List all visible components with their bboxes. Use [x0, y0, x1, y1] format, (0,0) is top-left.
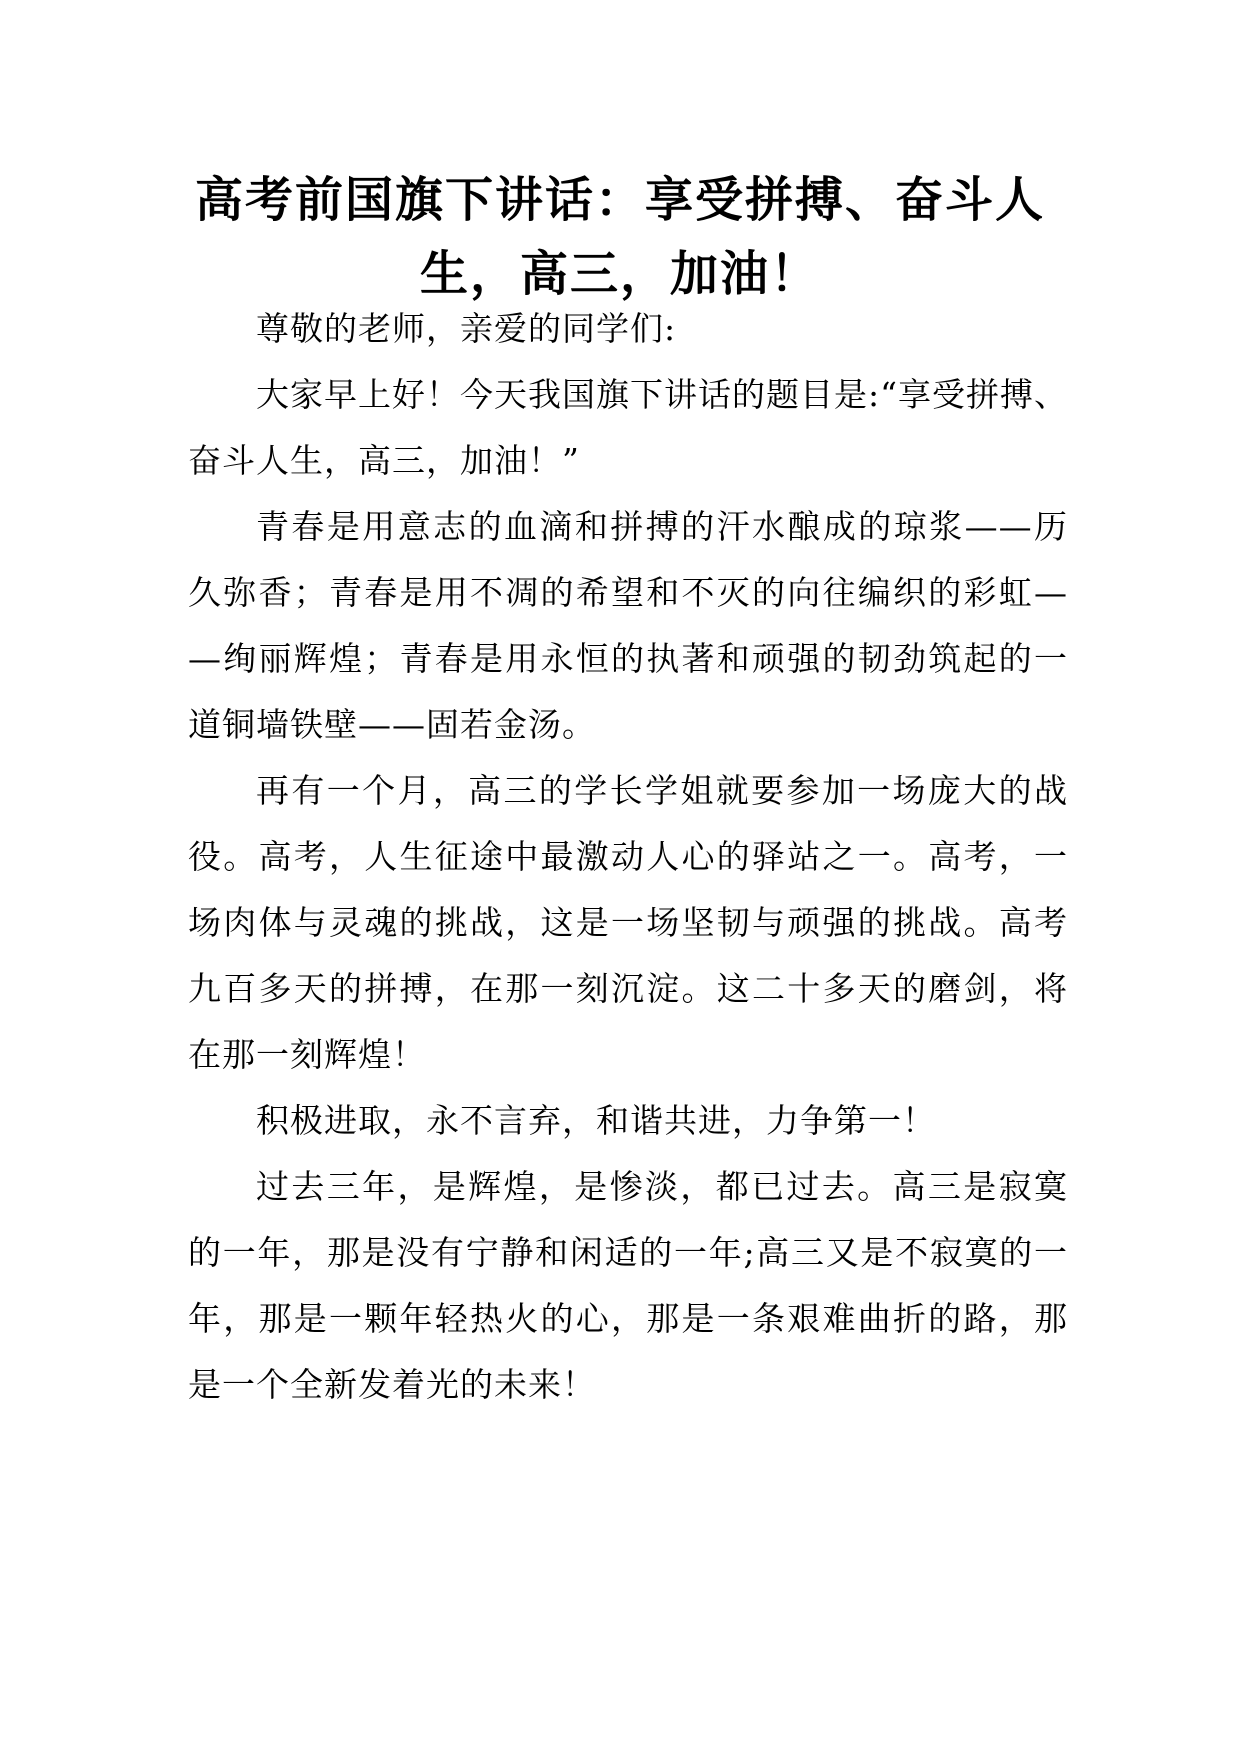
paragraph-line: 奋斗人生，高三，加油！”	[188, 441, 580, 480]
paragraph-line: 在那一刻辉煌！	[188, 1035, 426, 1074]
paragraph-line: 道铜墙铁壁——固若金汤。	[188, 705, 596, 744]
paragraph-line: 场肉体与灵魂的挑战，这是一场坚韧与顽强的挑战。高考	[188, 903, 1068, 942]
paragraph-line: 再有一个月，高三的学长学姐就要参加一场庞大的战	[256, 771, 1068, 810]
paragraph-line: 是一个全新发着光的未来！	[188, 1365, 596, 1404]
paragraph-line: 大家早上好！今天我国旗下讲话的题目是:“享受拼搏、	[256, 375, 1068, 414]
paragraph-line: 年，那是一颗年轻热火的心，那是一条艰难曲折的路，那	[188, 1299, 1068, 1338]
document-title-line-1: 高考前国旗下讲话：享受拼搏、奋斗人	[194, 172, 1045, 228]
paragraph-line: 过去三年，是辉煌，是惨淡，都已过去。高三是寂寞	[256, 1167, 1068, 1206]
paragraph-line: 青春是用意志的血滴和拼搏的汗水酿成的琼浆——历	[256, 507, 1068, 546]
paragraph-line: 久弥香；青春是用不凋的希望和不灭的向往编织的彩虹—	[188, 573, 1068, 612]
paragraph-line: 九百多天的拼搏，在那一刻沉淀。这二十多天的磨剑，将	[188, 969, 1068, 1008]
paragraph-line: 积极进取，永不言弃，和谐共进，力争第一！	[256, 1101, 936, 1140]
paragraph-line: 的一年，那是没有宁静和闲适的一年;高三又是不寂寞的一	[188, 1233, 1068, 1272]
document-title-line-2: 生，高三，加油！	[419, 246, 820, 302]
salutation: 尊敬的老师，亲爱的同学们:	[256, 309, 677, 348]
paragraph-line: 役。高考，人生征途中最激动人心的驿站之一。高考，一	[188, 837, 1068, 876]
paragraph-line: —绚丽辉煌；青春是用永恒的执著和顽强的韧劲筑起的一	[188, 639, 1068, 678]
